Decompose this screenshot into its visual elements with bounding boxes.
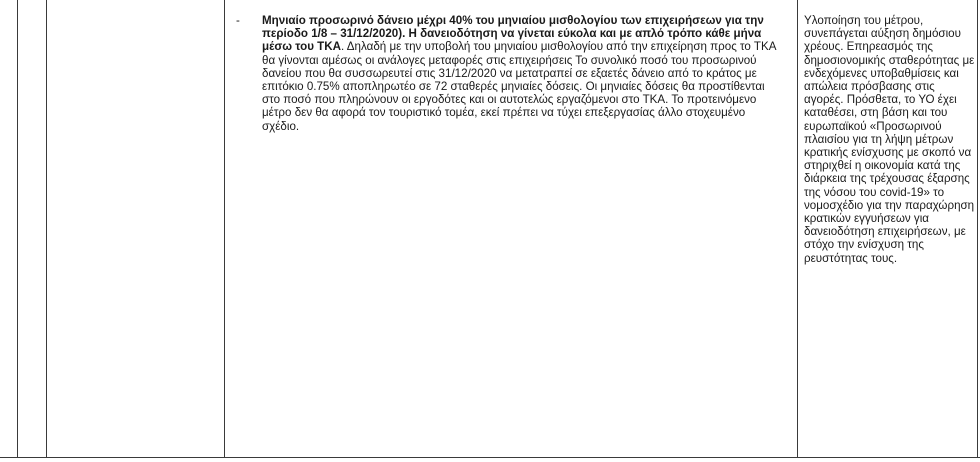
measure-bullet-item [234, 14, 780, 133]
measure-body-text: . Δηλαδή με την υποβολή του μηνιαίου μισθολογίου από την επιχείρηση προς το ΤΚΑ θα γίνονται αμέσως οι ανάλογες μεταφορές στις επιχειρήσεις Το συνολικό ποσό του προσωρινού δανείου που θα συσσωρευτεί στις 31/12/2020 να μετατραπεί σε εξαετές δάνειο από το κράτος με επιτόκιο 0.75% αποπληρωτέο σε 72 σταθερές μηνιαίες δόσεις. Οι μηνιαίες δόσεις θα προστίθενται στο ποσό που πληρώνουν οι εργοδότες και οι αυτοτελώς εργαζόμενοι στο ΤΚΑ. Το προτεινόμενο μέτρο δεν θα αφορά τον τουριστικό τομέα, εκεί πρέπει να τύχει επεξεργασίας άλλο στοχευμένο σχέδιο. [262, 40, 776, 133]
measure-bold-heading: Μηνιαίο προσωρινό δάνειο μέχρι 40% του μηνιαίου μισθολογίου των επιχειρήσεων για την περίοδο 1/8 – 31/12/2020). Η δανειοδότηση να γίνεται εύκολα και με απλό τρόπο κάθε μήνα μέσω του ΤΚΑ [262, 14, 764, 54]
response-text: Υλοποίηση του μέτρου, συνεπάγεται αύξηση δημόσιου χρέους. Επηρεασμός της δημοσιονομικής σταθερότητας με ενδεχόμενες υποβαθμίσεις και απώλεια πρόσβασης στις αγορές. Πρόσθετα, το ΥΟ έχει καταθέσει, στη βάση και του ευρωπαϊκού «Προσωρινού πλαισίου για τη λήψη μέτρων κρατικής ενίσχυσης με σκοπό να στηριχθεί η οικονομία κατά της διάρκεια της τρέχουσας έξαρσης της νόσου του covid-19» το νομοσχέδιο για την παραχώρηση κρατικών εγγυήσεων για δανειοδότηση επιχειρήσεων, με στόχο την ενίσχυση της ρευστότητας τους. [804, 14, 975, 265]
measure-paragraph [262, 14, 780, 133]
column-divider [224, 0, 225, 458]
column-divider [17, 0, 18, 458]
column-divider [46, 0, 47, 458]
measure-cell [234, 14, 780, 133]
column-divider [797, 0, 798, 458]
response-cell [804, 14, 976, 265]
row-bottom-border [0, 457, 980, 458]
bullet-dash: - [236, 14, 240, 27]
column-divider [977, 0, 978, 458]
